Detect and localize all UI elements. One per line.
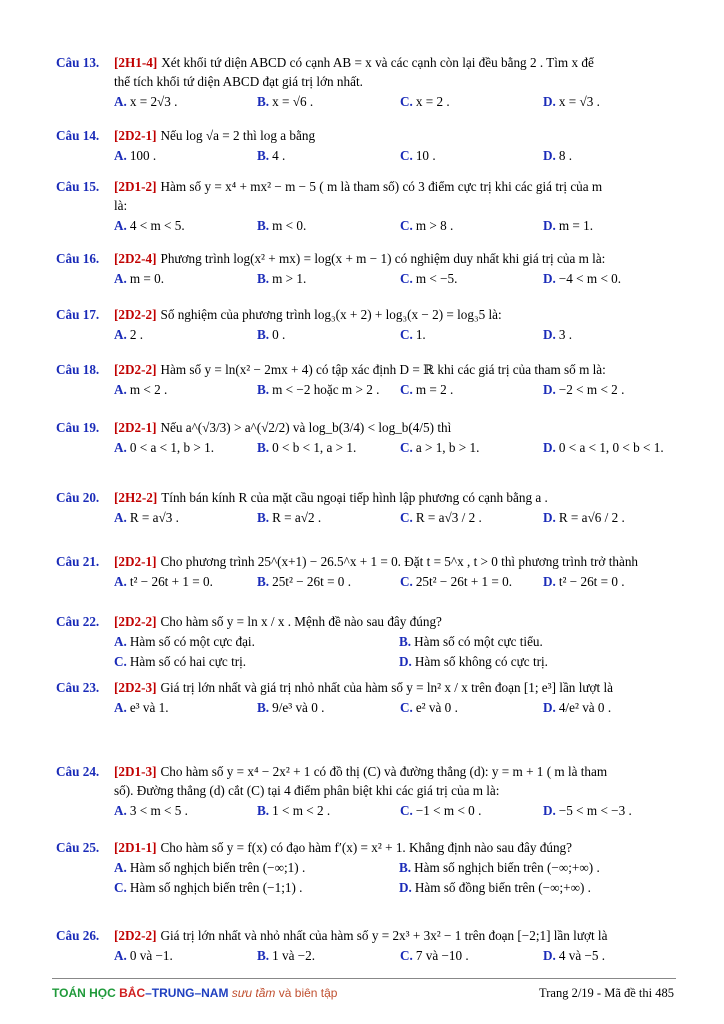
question-stem: Phương trình log(x² + mx) = log(x + m − 1) có nghiệm duy nhất khi giá trị của m là: (160, 251, 606, 266)
answer-option (400, 438, 543, 457)
answer-option (543, 508, 686, 527)
answer-option (400, 92, 543, 111)
answer-option (399, 858, 684, 877)
answer-option (543, 92, 686, 111)
question-stem: Giá trị lớn nhất và giá trị nhỏ nhất của hàm số y = ln² x / x trên đoạn [1; e³] lần lượt là (160, 680, 613, 695)
question-block (56, 838, 676, 897)
answer-option-text: R = a√3 / 2 . (415, 510, 482, 525)
answer-option-text: e² và 0 . (415, 700, 458, 715)
answer-option-text: Hàm số có hai cực trị. (129, 654, 247, 669)
question-block (56, 612, 676, 671)
answer-option-text: 0 . (272, 327, 286, 342)
question-tag: [2H2-2] (114, 490, 158, 505)
answer-option-text: 4 . (272, 148, 286, 163)
question-line (56, 488, 676, 507)
answer-option-letter: B. (257, 574, 270, 589)
answer-option-letter: B. (257, 700, 270, 715)
footer-brand-part: sưu tầm (231, 986, 276, 1000)
answer-options-row (56, 946, 676, 965)
question-text-wrap (114, 838, 676, 857)
answer-option (543, 572, 686, 591)
answer-option-letter: A. (114, 510, 127, 525)
answer-option-text: m > 8 . (415, 218, 454, 233)
question-stem: Cho hàm số y = x⁴ − 2x² + 1 có đồ thị (C) và đường thẳng (d): y = m + 1 ( m là tham (160, 764, 608, 779)
question-tag: [2D2-1] (114, 420, 157, 435)
answer-option-text: m = 0. (129, 271, 165, 286)
footer-brand-part: TOÁN HỌC (52, 986, 120, 1000)
answer-option-letter: C. (400, 574, 413, 589)
answer-options-row (56, 380, 676, 399)
question-tag: [2D2-3] (114, 680, 157, 695)
answer-option-letter: C. (400, 700, 413, 715)
question-text-wrap (114, 612, 676, 631)
question-tag: [2D2-2] (114, 307, 157, 322)
answer-option (399, 878, 684, 897)
question-number: Câu 23. (56, 680, 100, 695)
answer-option-letter: D. (399, 880, 412, 895)
answer-option-letter: A. (114, 271, 127, 286)
answer-option-letter: B. (257, 271, 270, 286)
answer-option (400, 572, 543, 591)
answer-option-text: 2 . (129, 327, 144, 342)
answer-option-letter: A. (114, 803, 127, 818)
answer-option (543, 380, 686, 399)
answer-option-text: R = a√3 . (129, 510, 179, 525)
answer-option-letter: D. (543, 510, 556, 525)
answer-options-row (56, 92, 676, 111)
answer-option (114, 325, 257, 344)
answer-option-letter: B. (257, 510, 270, 525)
answer-option-text: Hàm số nghịch biến trên (−1;1) . (129, 880, 303, 895)
question-text-wrap (114, 177, 676, 196)
answer-option-letter: A. (114, 574, 127, 589)
answer-option-text: e³ và 1. (129, 700, 169, 715)
footer-rule (52, 978, 676, 979)
question-line (56, 360, 676, 379)
answer-option (114, 652, 399, 671)
footer-brand (52, 986, 337, 1000)
answer-option-letter: B. (399, 634, 412, 649)
answer-option (257, 269, 400, 288)
answer-option (114, 380, 257, 399)
question-text-wrap (114, 552, 676, 571)
answer-option-text: 0 và −1. (129, 948, 173, 963)
answer-option (257, 325, 400, 344)
question-stem: Xét khối tứ diện ABCD có cạnh AB = x và các cạnh còn lại đều bằng 2 . Tìm x để (161, 55, 594, 70)
answer-option-text: m < 0. (272, 218, 307, 233)
answer-option-letter: C. (400, 510, 413, 525)
answer-option (114, 146, 257, 165)
answer-option (400, 325, 543, 344)
answer-option-text: Hàm số có một cực tiểu. (414, 634, 543, 649)
answer-option-text: a > 1, b > 1. (415, 440, 480, 455)
answer-option-letter: C. (400, 148, 413, 163)
answer-option-letter: C. (400, 440, 413, 455)
question-block (56, 249, 676, 288)
answer-option (257, 572, 400, 591)
question-number: Câu 16. (56, 251, 100, 266)
answer-option-text: 25t² − 26t + 1 = 0. (415, 574, 513, 589)
answer-option-text: 1 và −2. (272, 948, 316, 963)
question-tag: [2D1-2] (114, 179, 157, 194)
answer-option-text: m > 1. (272, 271, 307, 286)
question-stem: Hàm số y = ln(x² − 2mx + 4) có tập xác định D = ℝ khi các giá trị của tham số m là: (160, 362, 606, 377)
answer-option-letter: D. (543, 574, 556, 589)
answer-option (114, 946, 257, 965)
answer-option-letter: A. (114, 948, 127, 963)
footer-brand-part: –TRUNG–NAM (145, 986, 232, 1000)
answer-option-letter: C. (400, 94, 413, 109)
answer-option-letter: C. (400, 327, 413, 342)
answer-option (543, 325, 686, 344)
footer-brand-part: và biên tập (275, 986, 338, 1000)
question-stem: Nếu log √a = 2 thì log a bằng (160, 128, 316, 143)
question-stem-continued: số). Đường thẳng (d) cắt (C) tại 4 điểm phân biệt khi các giá trị của m là: (114, 783, 500, 798)
answer-option-text: t² − 26t = 0 . (558, 574, 625, 589)
question-tag: [2D2-1] (114, 554, 157, 569)
question-stem-continued: thể tích khối tứ diện ABCD đạt giá trị lớn nhất. (114, 74, 363, 89)
answer-option (257, 146, 400, 165)
question-line (56, 612, 676, 631)
answer-option (257, 216, 400, 235)
answer-options-row (56, 632, 676, 651)
answer-option-letter: A. (114, 218, 127, 233)
answer-option-text: Hàm số nghịch biến trên (−∞;1) . (129, 860, 306, 875)
question-number: Câu 18. (56, 362, 100, 377)
answer-options-row (56, 216, 676, 235)
answer-option-text: 0 < a < 1, 0 < b < 1. (558, 440, 664, 455)
question-stem: Giá trị lớn nhất và nhỏ nhất của hàm số y = 2x³ + 3x² − 1 trên đoạn [−2;1] lần lượt là (160, 928, 608, 943)
answer-option (257, 508, 400, 527)
answer-option-letter: C. (400, 218, 413, 233)
question-block (56, 678, 676, 717)
question-stem: Hàm số y = x⁴ + mx² − m − 5 ( m là tham số) có 3 điểm cực trị khi các giá trị của m (160, 179, 603, 194)
answer-option-letter: D. (399, 654, 412, 669)
question-text-wrap (114, 762, 676, 781)
answer-option (400, 216, 543, 235)
answer-option (543, 216, 686, 235)
answer-option-letter: C. (400, 948, 413, 963)
question-tag: [2D1-3] (114, 764, 157, 779)
answer-option-letter: A. (114, 700, 127, 715)
answer-option-letter: A. (114, 382, 127, 397)
answer-option (400, 146, 543, 165)
answer-option-text: 3 . (558, 327, 573, 342)
answer-option-letter: B. (257, 440, 270, 455)
answer-option (114, 698, 257, 717)
answer-option (399, 632, 684, 651)
answer-option-text: x = √3 . (558, 94, 600, 109)
question-block (56, 126, 676, 165)
question-number: Câu 21. (56, 554, 100, 569)
answer-option-text: 1. (415, 327, 426, 342)
question-number: Câu 13. (56, 55, 100, 70)
answer-option (257, 438, 400, 457)
answer-options-row (56, 878, 676, 897)
question-number: Câu 26. (56, 928, 100, 943)
question-text-wrap (114, 305, 676, 324)
question-tag: [2D2-1] (114, 128, 157, 143)
question-block (56, 762, 676, 820)
answer-option-letter: D. (543, 803, 556, 818)
question-line (56, 249, 676, 268)
answer-option-letter: D. (543, 94, 556, 109)
answer-option-text: Hàm số nghịch biến trên (−∞;+∞) . (414, 860, 600, 875)
answer-option-letter: D. (543, 948, 556, 963)
answer-option (114, 858, 399, 877)
answer-option-text: 4/e² và 0 . (558, 700, 612, 715)
question-number: Câu 15. (56, 179, 100, 194)
question-stem: Nếu a^(√3/3) > a^(√2/2) và log_b(3/4) < log_b(4/5) thì (160, 420, 452, 435)
answer-options-row (56, 698, 676, 717)
question-stem: Cho hàm số y = f(x) có đạo hàm f′(x) = x² + 1. Khẳng định nào sau đây đúng? (160, 840, 572, 855)
page-number: Trang 2/19 - Mã đề thi 485 (539, 986, 674, 1000)
answer-option-letter: D. (543, 271, 556, 286)
question-line (56, 53, 676, 72)
answer-option-letter: B. (257, 218, 270, 233)
answer-option (114, 508, 257, 527)
answer-option (543, 698, 686, 717)
answer-option-text: Hàm số đồng biến trên (−∞;+∞) . (414, 880, 591, 895)
answer-option (114, 878, 399, 897)
question-block (56, 305, 676, 344)
answer-option-text: −4 < m < 0. (558, 271, 622, 286)
answer-options-row (56, 652, 676, 671)
question-stem: Cho hàm số y = ln x / x . Mệnh đề nào sau đây đúng? (160, 614, 442, 629)
question-block (56, 926, 676, 965)
answer-option-text: m < −2 hoặc m > 2 . (272, 382, 380, 397)
answer-option (114, 438, 257, 457)
question-block (56, 177, 676, 235)
question-number: Câu 19. (56, 420, 100, 435)
question-number: Câu 25. (56, 840, 100, 855)
answer-option-text: x = √6 . (272, 94, 314, 109)
answer-option (114, 92, 257, 111)
answer-option-text: m < −5. (415, 271, 458, 286)
question-number: Câu 20. (56, 490, 100, 505)
question-block (56, 488, 676, 527)
question-tag: [2H1-4] (114, 55, 158, 70)
answer-options-row (56, 269, 676, 288)
answer-option (114, 269, 257, 288)
question-tag: [2D2-2] (114, 614, 157, 629)
answer-option-letter: A. (114, 440, 127, 455)
question-line (56, 126, 676, 145)
question-line (56, 678, 676, 697)
answer-option-letter: B. (257, 327, 270, 342)
answer-option-letter: C. (114, 654, 127, 669)
answer-option-text: −1 < m < 0 . (415, 803, 482, 818)
answer-option (543, 801, 686, 820)
answer-option (400, 801, 543, 820)
answer-option-text: x = 2 . (415, 94, 450, 109)
answer-option-letter: A. (114, 148, 127, 163)
question-number: Câu 14. (56, 128, 100, 143)
answer-option-letter: A. (114, 634, 127, 649)
answer-option-letter: C. (400, 382, 413, 397)
answer-option-text: 0 < b < 1, a > 1. (272, 440, 357, 455)
answer-option (400, 946, 543, 965)
answer-option-text: R = a√2 . (272, 510, 322, 525)
question-stem: Cho phương trình 25^(x+1) − 26.5^x + 1 = 0. Đặt t = 5^x , t > 0 thì phương trình trở thành (160, 554, 639, 569)
answer-option (114, 572, 257, 591)
answer-option-letter: B. (257, 948, 270, 963)
question-tag: [2D1-1] (114, 840, 157, 855)
question-line (56, 762, 676, 781)
answer-option-text: 10 . (415, 148, 436, 163)
answer-option (400, 269, 543, 288)
answer-option-text: m < 2 . (129, 382, 168, 397)
answer-option-letter: D. (543, 440, 556, 455)
question-tag: [2D2-2] (114, 362, 157, 377)
answer-option (543, 946, 686, 965)
answer-option-letter: D. (543, 700, 556, 715)
answer-option-letter: D. (543, 327, 556, 342)
question-line (56, 926, 676, 945)
question-text-wrap (114, 360, 676, 379)
answer-option-text: −5 < m < −3 . (558, 803, 632, 818)
answer-option (114, 632, 399, 651)
answer-option-letter: D. (543, 218, 556, 233)
answer-option-letter: A. (114, 94, 127, 109)
question-number: Câu 17. (56, 307, 100, 322)
answer-option-text: x = 2√3 . (129, 94, 178, 109)
question-text-wrap (114, 126, 676, 145)
footer-brand-part: BẮC (119, 986, 146, 1000)
answer-option-text: 4 < m < 5. (129, 218, 185, 233)
answer-option-text: 4 và −5 . (558, 948, 606, 963)
answer-option-text: 7 và −10 . (415, 948, 469, 963)
answer-options-row (56, 508, 676, 527)
question-line (56, 177, 676, 196)
answer-option-text: t² − 26t + 1 = 0. (129, 574, 213, 589)
question-number: Câu 24. (56, 764, 100, 779)
answer-option-text: m = 1. (558, 218, 594, 233)
answer-option-text: 100 . (129, 148, 157, 163)
answer-options-row (56, 801, 676, 820)
question-block (56, 360, 676, 399)
question-tag: [2D2-4] (114, 251, 157, 266)
answer-option (257, 380, 400, 399)
answer-option (543, 269, 686, 288)
answer-options-row (56, 858, 676, 877)
answer-options-row (56, 572, 676, 591)
answer-option-letter: B. (257, 94, 270, 109)
answer-option (400, 508, 543, 527)
answer-option-text: m = 2 . (415, 382, 454, 397)
question-text-wrap (114, 488, 676, 507)
question-stem: Tính bán kính R của mặt cầu ngoại tiếp hình lập phương có cạnh bằng a . (161, 490, 548, 505)
question-line (56, 552, 676, 571)
answer-option (257, 698, 400, 717)
answer-option-letter: D. (543, 148, 556, 163)
answer-option-text: Hàm số có một cực đại. (129, 634, 255, 649)
answer-option-letter: B. (399, 860, 412, 875)
answer-option (543, 438, 686, 457)
question-line (56, 305, 676, 324)
answer-option (257, 92, 400, 111)
question-block (56, 53, 676, 111)
question-stem-continued: là: (114, 198, 128, 213)
question-text-wrap (114, 418, 676, 437)
answer-option (257, 801, 400, 820)
question-block (56, 552, 676, 591)
answer-option-letter: A. (114, 860, 127, 875)
answer-option-letter: C. (400, 803, 413, 818)
answer-option-letter: B. (257, 382, 270, 397)
answer-option-text: 8 . (558, 148, 573, 163)
answer-option-letter: A. (114, 327, 127, 342)
answer-option-letter: B. (257, 148, 270, 163)
answer-option-letter: C. (114, 880, 127, 895)
question-line (56, 418, 676, 437)
answer-options-row (56, 146, 676, 165)
answer-option-text: −2 < m < 2 . (558, 382, 625, 397)
question-stem: Số nghiệm của phương trình log₃(x + 2) + log₃(x − 2) = log₃5 là: (160, 307, 502, 322)
answer-option-letter: D. (543, 382, 556, 397)
answer-option (114, 216, 257, 235)
answer-option-text: 3 < m < 5 . (129, 803, 188, 818)
answer-option (257, 946, 400, 965)
answer-option (400, 698, 543, 717)
answer-option-text: 1 < m < 2 . (272, 803, 331, 818)
answer-option-letter: C. (400, 271, 413, 286)
answer-option (543, 146, 686, 165)
answer-option-letter: B. (257, 803, 270, 818)
answer-option (399, 652, 684, 671)
answer-option-text: 25t² − 26t = 0 . (272, 574, 351, 589)
answer-option-text: R = a√6 / 2 . (558, 510, 625, 525)
answer-option (114, 801, 257, 820)
question-tag: [2D2-2] (114, 928, 157, 943)
question-text-wrap (114, 53, 676, 72)
question-text-wrap (114, 926, 676, 945)
question-line (56, 838, 676, 857)
answer-options-row (56, 325, 676, 344)
question-block (56, 418, 676, 457)
question-text-wrap (114, 249, 676, 268)
question-number: Câu 22. (56, 614, 100, 629)
question-text-wrap (114, 678, 676, 697)
answer-option-text: 0 < a < 1, b > 1. (129, 440, 215, 455)
answer-options-row (56, 438, 676, 457)
answer-option-text: 9/e³ và 0 . (272, 700, 325, 715)
answer-option-text: Hàm số không có cực trị. (414, 654, 548, 669)
answer-option (400, 380, 543, 399)
